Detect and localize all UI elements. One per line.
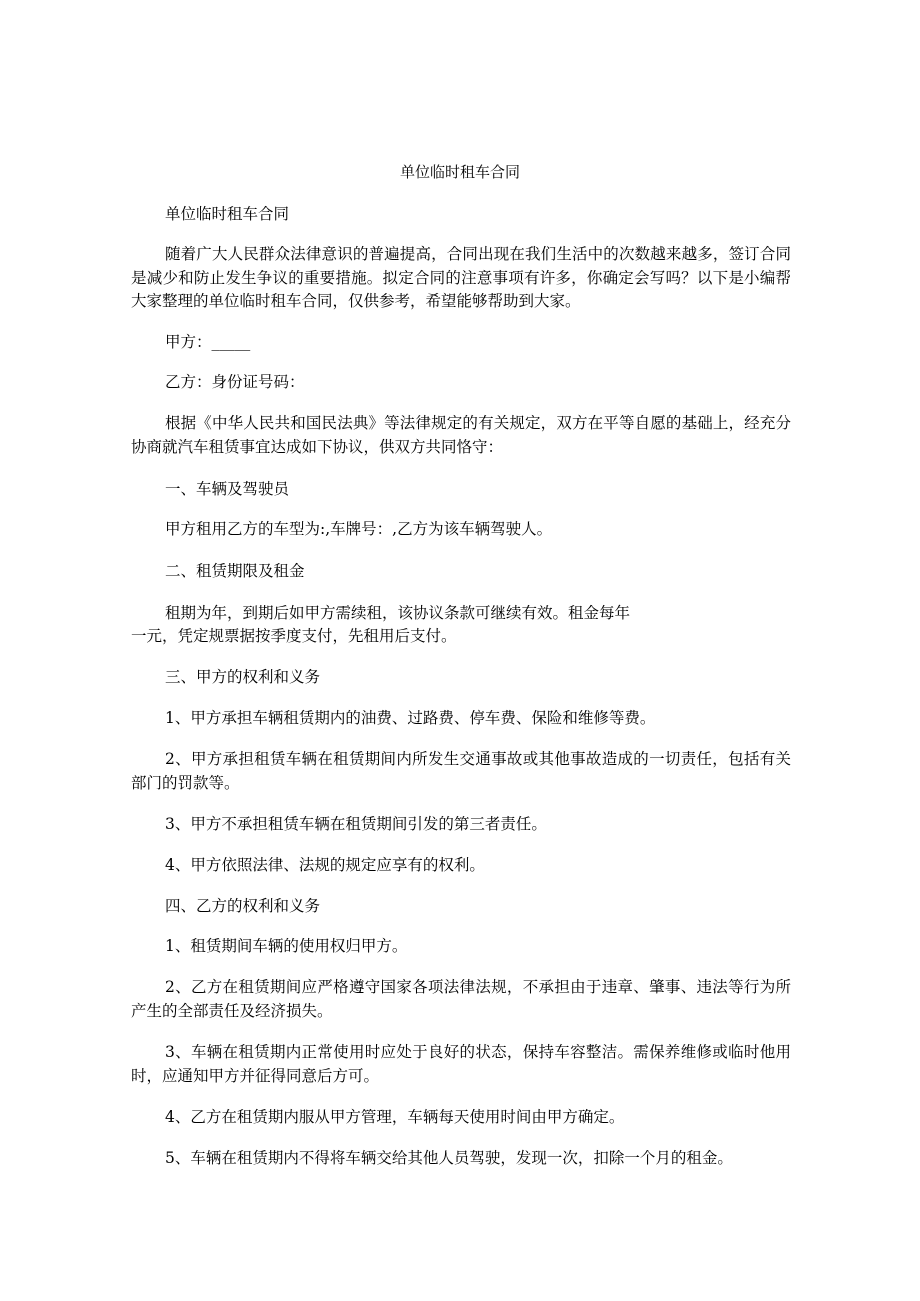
section-3-item-2: 2、甲方承担租赁车辆在租赁期间内所发生交通事故或其他事故造成的一切责任，包括有关部门的罚款等。 bbox=[131, 750, 791, 792]
section-1-heading: 一、车辆及驾驶员 bbox=[165, 480, 290, 498]
document-title: 单位临时租车合同 bbox=[399, 163, 520, 181]
section-3-heading: 三、甲方的权利和义务 bbox=[165, 668, 321, 686]
section-2-heading: 二、租赁期限及租金 bbox=[165, 562, 305, 580]
section-1-paragraph: 甲方租用乙方的车型为:,车牌号：,乙方为该车辆驾驶人。 bbox=[165, 520, 553, 538]
section-4-item-5: 5、车辆在租赁期内不得将车辆交给其他人员驾驶，发现一次，扣除一个月的租金。 bbox=[165, 1149, 733, 1167]
section-3-item-1: 1、甲方承担车辆租赁期内的油费、过路费、停车费、保险和维修等费。 bbox=[165, 709, 656, 727]
section-2-paragraph-line-1: 租期为年，到期后如甲方需续租，该协议条款可继续有效。租金每年 bbox=[165, 604, 631, 622]
section-3-item-3: 3、甲方不承担租赁车辆在租赁期间引发的第三者责任。 bbox=[165, 815, 547, 833]
document-subtitle: 单位临时租车合同 bbox=[165, 205, 290, 223]
preamble-paragraph: 根据《中华人民共和国民法典》等法律规定的有关规定，双方在平等自愿的基础上，经充分协商就汽车租赁事宜达成如下协议，供双方共同恪守： bbox=[131, 414, 791, 456]
intro-paragraph: 随着广大人民群众法律意识的普遍提高，合同出现在我们生活中的次数越来越多，签订合同是减少和防止发生争议的重要措施。拟定合同的注意事项有许多，你确定会写吗？以下是小编帮大家整理的单位临时租车合同，仅供参考，希望能够帮助到大家。 bbox=[131, 245, 791, 310]
section-3-item-4: 4、甲方依照法律、法规的规定应享有的权利。 bbox=[165, 856, 485, 874]
section-4-item-3: 3、车辆在租赁期内正常使用时应处于良好的状态，保持车容整洁。需保养维修或临时他用时，应通知甲方并征得同意后方可。 bbox=[131, 1043, 791, 1085]
section-4-item-2: 2、乙方在租赁期间应严格遵守国家各项法律法规，不承担由于违章、肇事、违法等行为所产生的全部责任及经济损失。 bbox=[131, 978, 791, 1020]
section-4-heading: 四、乙方的权利和义务 bbox=[165, 897, 321, 915]
section-4-item-1: 1、租赁期间车辆的使用权归甲方。 bbox=[165, 937, 408, 955]
section-4-item-4: 4、乙方在租赁期内服从甲方管理，车辆每天使用时间由甲方确定。 bbox=[165, 1108, 625, 1126]
party-b-line: 乙方：身份证号码： bbox=[165, 373, 305, 391]
party-a-line: 甲方：_____ bbox=[165, 333, 251, 351]
section-2-paragraph-line-2: 一元，凭定规票据按季度支付，先租用后支付。 bbox=[131, 627, 457, 645]
